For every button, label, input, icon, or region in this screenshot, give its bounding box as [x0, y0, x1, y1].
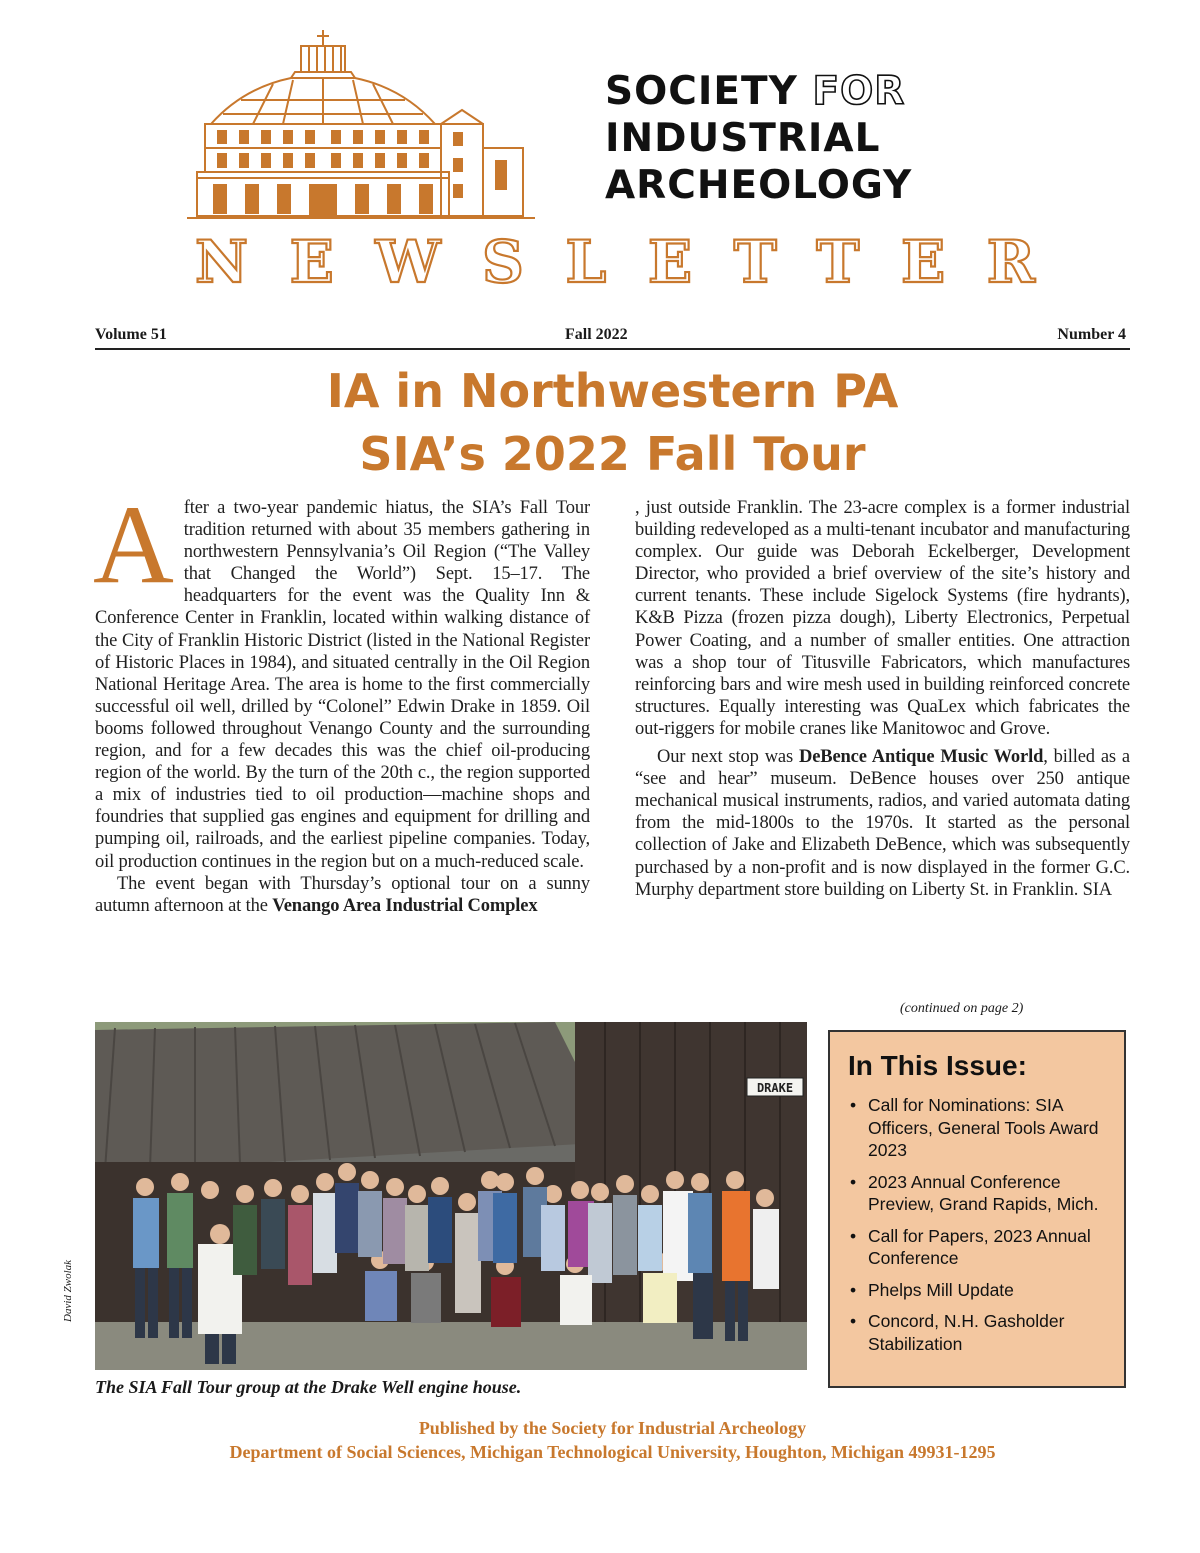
- debence-museum-name: DeBence Antique Music World: [799, 747, 1044, 768]
- article-column-left: [93, 483, 590, 917]
- article-paragraph-1: [93, 483, 590, 873]
- headline-line-1: IA in Northwestern PA: [326, 364, 899, 418]
- org-name-line-1: [605, 70, 1035, 114]
- newsletter-banner: [190, 232, 1040, 292]
- photo-credit: David Zwolak: [62, 1259, 74, 1322]
- drop-cap: A: [93, 483, 174, 607]
- org-word-society: SOCIETY: [605, 69, 798, 114]
- org-word-for: FOR: [812, 69, 906, 114]
- paragraph-1-text: fter a two-year pandemic hiatus, the SIA’s Fall Tour tradition returned with about 35 members gathering in northwestern Pennsylvania’s Oil Region (“The Valley that Changed the World”) Sept. 15–17. The headquarters for the event was the Quality Inn & Conference Center in Franklin, located within walking distance of the City of Franklin Historic District (listed in the National Register of Historic Places in 1984), and situated centrally in the Oil Region National Heritage Area. The area is home to the first commercially successful oil well, drilled by “Colonel” Edwin Drake in 1859. Oil booms followed throughout Venango County and the surrounding region, and for a few decades this was the chief oil-producing region of the world. By the turn of the 20th c., the region supported a mix of industries tied to oil production—machine shops and foundries that supplied gas engines and equipment for drilling and pumping oil, railroads, and the earliest pipeline companies. Today, oil production continues in the region but on a much-reduced scale.: [95, 498, 590, 872]
- group-photo: [95, 1022, 807, 1370]
- org-name-line-2: INDUSTRIAL: [605, 116, 881, 161]
- paragraph-2-rest-text: , just outside Franklin. The 23-acre complex is a former industrial building redeveloped as a multi-tenant incubator and manufacturing complex. Our guide was Deborah Eckelberger, Development Director, who provided a brief overview of the site’s history and current tenants. These include Sigelock Systems (fire hydrants), K&B Pizza (frozen pizza dough), Liberty Electronics, Perpetual Power Coating, and a number of smaller entities. One attraction was a shop tour of Titusville Fabricators, which manufactures reinforcing bars and wire mesh used in building reinforced concrete structures. Equally interesting was QuaLex which fabricates the out-riggers for mobile cranes like Manitowoc and Grove.: [635, 498, 1130, 739]
- article-paragraph-2-cont: [635, 497, 1130, 740]
- article-paragraph-2-start: [95, 873, 590, 917]
- in-this-issue-title: In This Issue:: [848, 1050, 1027, 1081]
- issue-item-call-for-papers: • Call for Papers, 2023 Annual Conference: [848, 1225, 1108, 1270]
- number-label: Number 4: [1057, 326, 1126, 343]
- issue-item-phelps-mill: • Phelps Mill Update: [848, 1279, 1108, 1302]
- photo-caption: The SIA Fall Tour group at the Drake Well engine house.: [95, 1377, 522, 1397]
- issue-item-conference-preview: • 2023 Annual Conference Preview, Grand Rapids, Mich.: [848, 1171, 1108, 1216]
- season-label: Fall 2022: [565, 326, 628, 343]
- in-this-issue-box: [828, 1030, 1126, 1388]
- publisher-address: Department of Social Sciences, Michigan Technological University, Houghton, Michigan 49931-1295: [229, 1442, 996, 1462]
- issue-item-nominations: • Call for Nominations: SIA Officers, General Tools Award 2023: [848, 1094, 1108, 1162]
- drake-sign-text: DRAKE: [756, 1081, 794, 1095]
- volume-label: Volume 51: [95, 326, 167, 343]
- in-this-issue-list: [848, 1094, 1108, 1355]
- article-paragraph-3: [635, 746, 1130, 901]
- org-name-line-3: ARCHEOLOGY: [605, 163, 913, 208]
- newsletter-banner-text: NEWSLETTER: [195, 232, 1035, 292]
- publisher-line: Published by the Society for Industrial Archeology: [418, 1418, 807, 1438]
- issue-item-gasholder: • Concord, N.H. Gasholder Stabilization: [848, 1310, 1108, 1355]
- paragraph-3-rest-text: , billed as a “see and hear” museum. DeBence houses over 250 antique mechanical musical instruments, radios, and varied automata dating from the mid-1800s to the 1970s. It started as the personal collection of Jake and Elizabeth DeBence, which was subsequently purchased by a non-profit and is now displayed in the former G.C. Murphy department store building on Liberty St. in Franklin. SIA: [635, 747, 1130, 900]
- headline-line-2: SIA’s 2022 Fall Tour: [359, 427, 866, 481]
- article-column-right: [635, 497, 1130, 901]
- paragraph-2-text: The event began with Thursday’s optional tour on a sunny autumn afternoon at the: [95, 873, 590, 916]
- venango-complex-name: Venango Area Industrial Complex: [272, 895, 538, 916]
- roundhouse-logo-illustration: [183, 28, 543, 223]
- issue-info-bar: [95, 322, 1130, 350]
- continued-note: (continued on page 2): [900, 1001, 1024, 1016]
- paragraph-3-text: Our next stop was: [657, 747, 800, 768]
